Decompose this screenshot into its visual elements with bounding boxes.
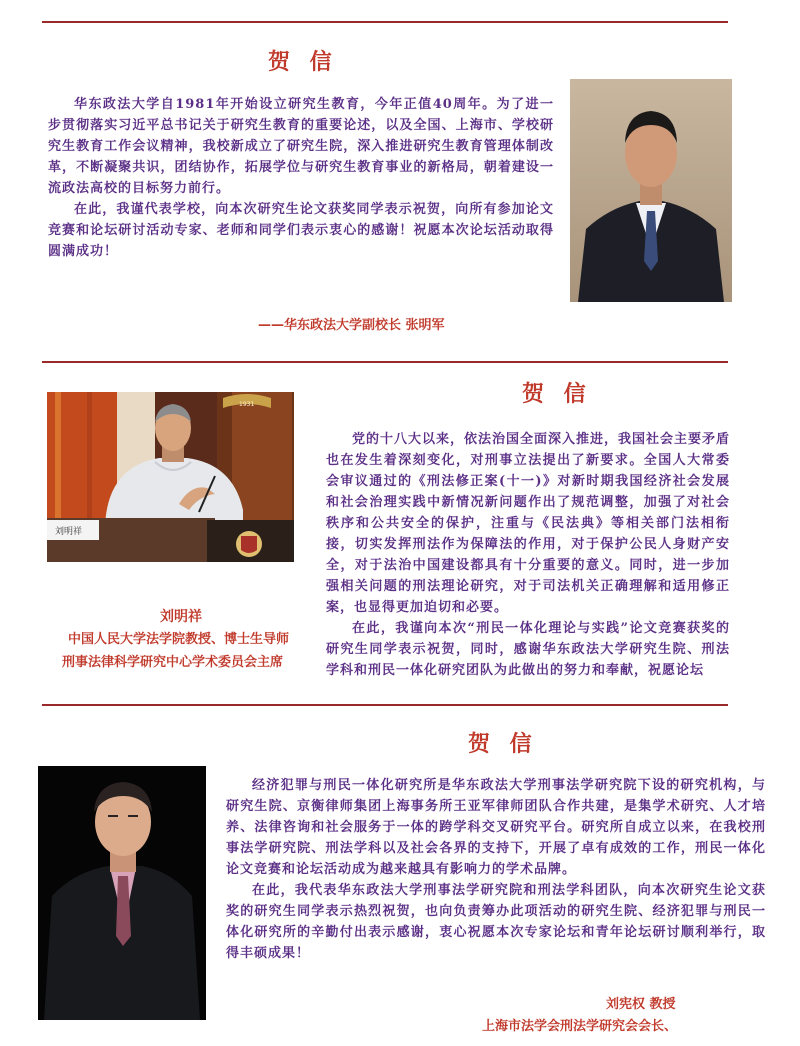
- section1-paragraph-2: 在此，我谨代表学校，向本次研究生论文获奖同学表示祝贺，向所有参加论文竞赛和论坛研讨活动专家、老师和同学们表示衷心的感谢！祝愿本次论坛活动取得圆满成功！: [48, 202, 554, 259]
- section1-title: 贺 信: [268, 50, 338, 75]
- top-divider: [42, 21, 728, 23]
- section3-title: 贺 信: [468, 732, 538, 757]
- section2-paragraph-2: 在此，我谨向本次“刑民一体化理论与实践”论文竞赛获奖的研究生同学表示祝贺，同时，感谢华东政法大学研究生院、刑法学科和刑民一体化研究团队为此做出的努力和奉献，祝愿论坛: [326, 621, 730, 678]
- podium-year: 1931: [239, 401, 255, 408]
- photo-liu-mingxiang: [47, 392, 294, 562]
- middle-divider-2: [42, 704, 728, 706]
- section3-paragraph-2: 在此，我代表华东政法大学刑事法学研究院和刑法学科团队，向本次研究生论文获奖的研究生同学表示热烈祝贺，也向负责筹办此项活动的研究生院、经济犯罪与刑民一体化研究所的辛勤付出表示感谢，衷心祝愿本次专家论坛和青年论坛研讨顺利举行，取得丰硕成果！: [226, 883, 766, 961]
- section2-paragraph-1: 党的十八大以来，依法治国全面深入推进，我国社会主要矛盾也在发生着深刻变化，对刑事立法提出了新要求。全国人大常委会审议通过的《刑法修正案(十一)》对新时期我国经济社会发展和社会治理实践中新情况新问题作出了规范调整，加强了对社会秩序和公共安全的保护，注重与《民法典》等相关部门法相衔接，切实发挥刑法作为保障法的作用，对于保护公民人身财产安全，对于法治中国建设都具有十分重要的意义。同时，进一步加强相关问题的刑法理论研究，对于司法机关正确理解和适用修正案，也显得更加迫切和必要。: [326, 432, 731, 615]
- person-name-liu-mingxiang: 刘明祥: [160, 609, 202, 625]
- section3-body: [226, 775, 766, 964]
- section3-signature-title: 上海市法学会刑法学研究会会长、: [482, 1019, 678, 1034]
- section1-body: [48, 94, 554, 262]
- middle-divider-1: [42, 361, 728, 363]
- section2-title: 贺 信: [522, 382, 592, 407]
- portrait-liu-xianquan: [38, 766, 206, 1020]
- section1-paragraph-1: 华东政法大学自1981年开始设立研究生教育，今年正值40周年。为了进一步贯彻落实习近平总书记关于研究生教育的重要论述，以及全国、上海市、学校研究生教育工作会议精神，我校新成立了研究生院，深入推进研究生教育管理体制改革，不断凝聚共识，团结协作，拓展学位与研究生教育事业的新格局，朝着建设一流政法高校的目标努力前行。: [48, 97, 554, 196]
- nameplate-text: 刘明祥: [55, 527, 83, 537]
- portrait-zhang-mingjun: [570, 79, 732, 302]
- section1-signature: ——华东政法大学副校长 张明军: [258, 318, 445, 333]
- person-title-line-1: 中国人民大学法学院教授、博士生导师: [68, 632, 290, 647]
- section3-signature-name: 刘宪权 教授: [606, 997, 676, 1012]
- person-title-line-2: 刑事法律科学研究中心学术委员会主席: [62, 655, 284, 670]
- section2-body: [326, 429, 730, 681]
- section3-paragraph-1: 经济犯罪与刑民一体化研究所是华东政法大学刑事法学研究院下设的研究机构，与研究生院、京衡律师集团上海事务所王亚军律师团队合作共建，是集学术研究、人才培养、法律咨询和社会服务于一体的跨学科交叉研究平台。研究所自成立以来，在我校刑事法学研究院、刑法学科以及社会各界的支持下，开展了卓有成效的工作，刑民一体化论文竞赛和论坛活动成为越来越具有影响力的学术品牌。: [226, 778, 766, 877]
